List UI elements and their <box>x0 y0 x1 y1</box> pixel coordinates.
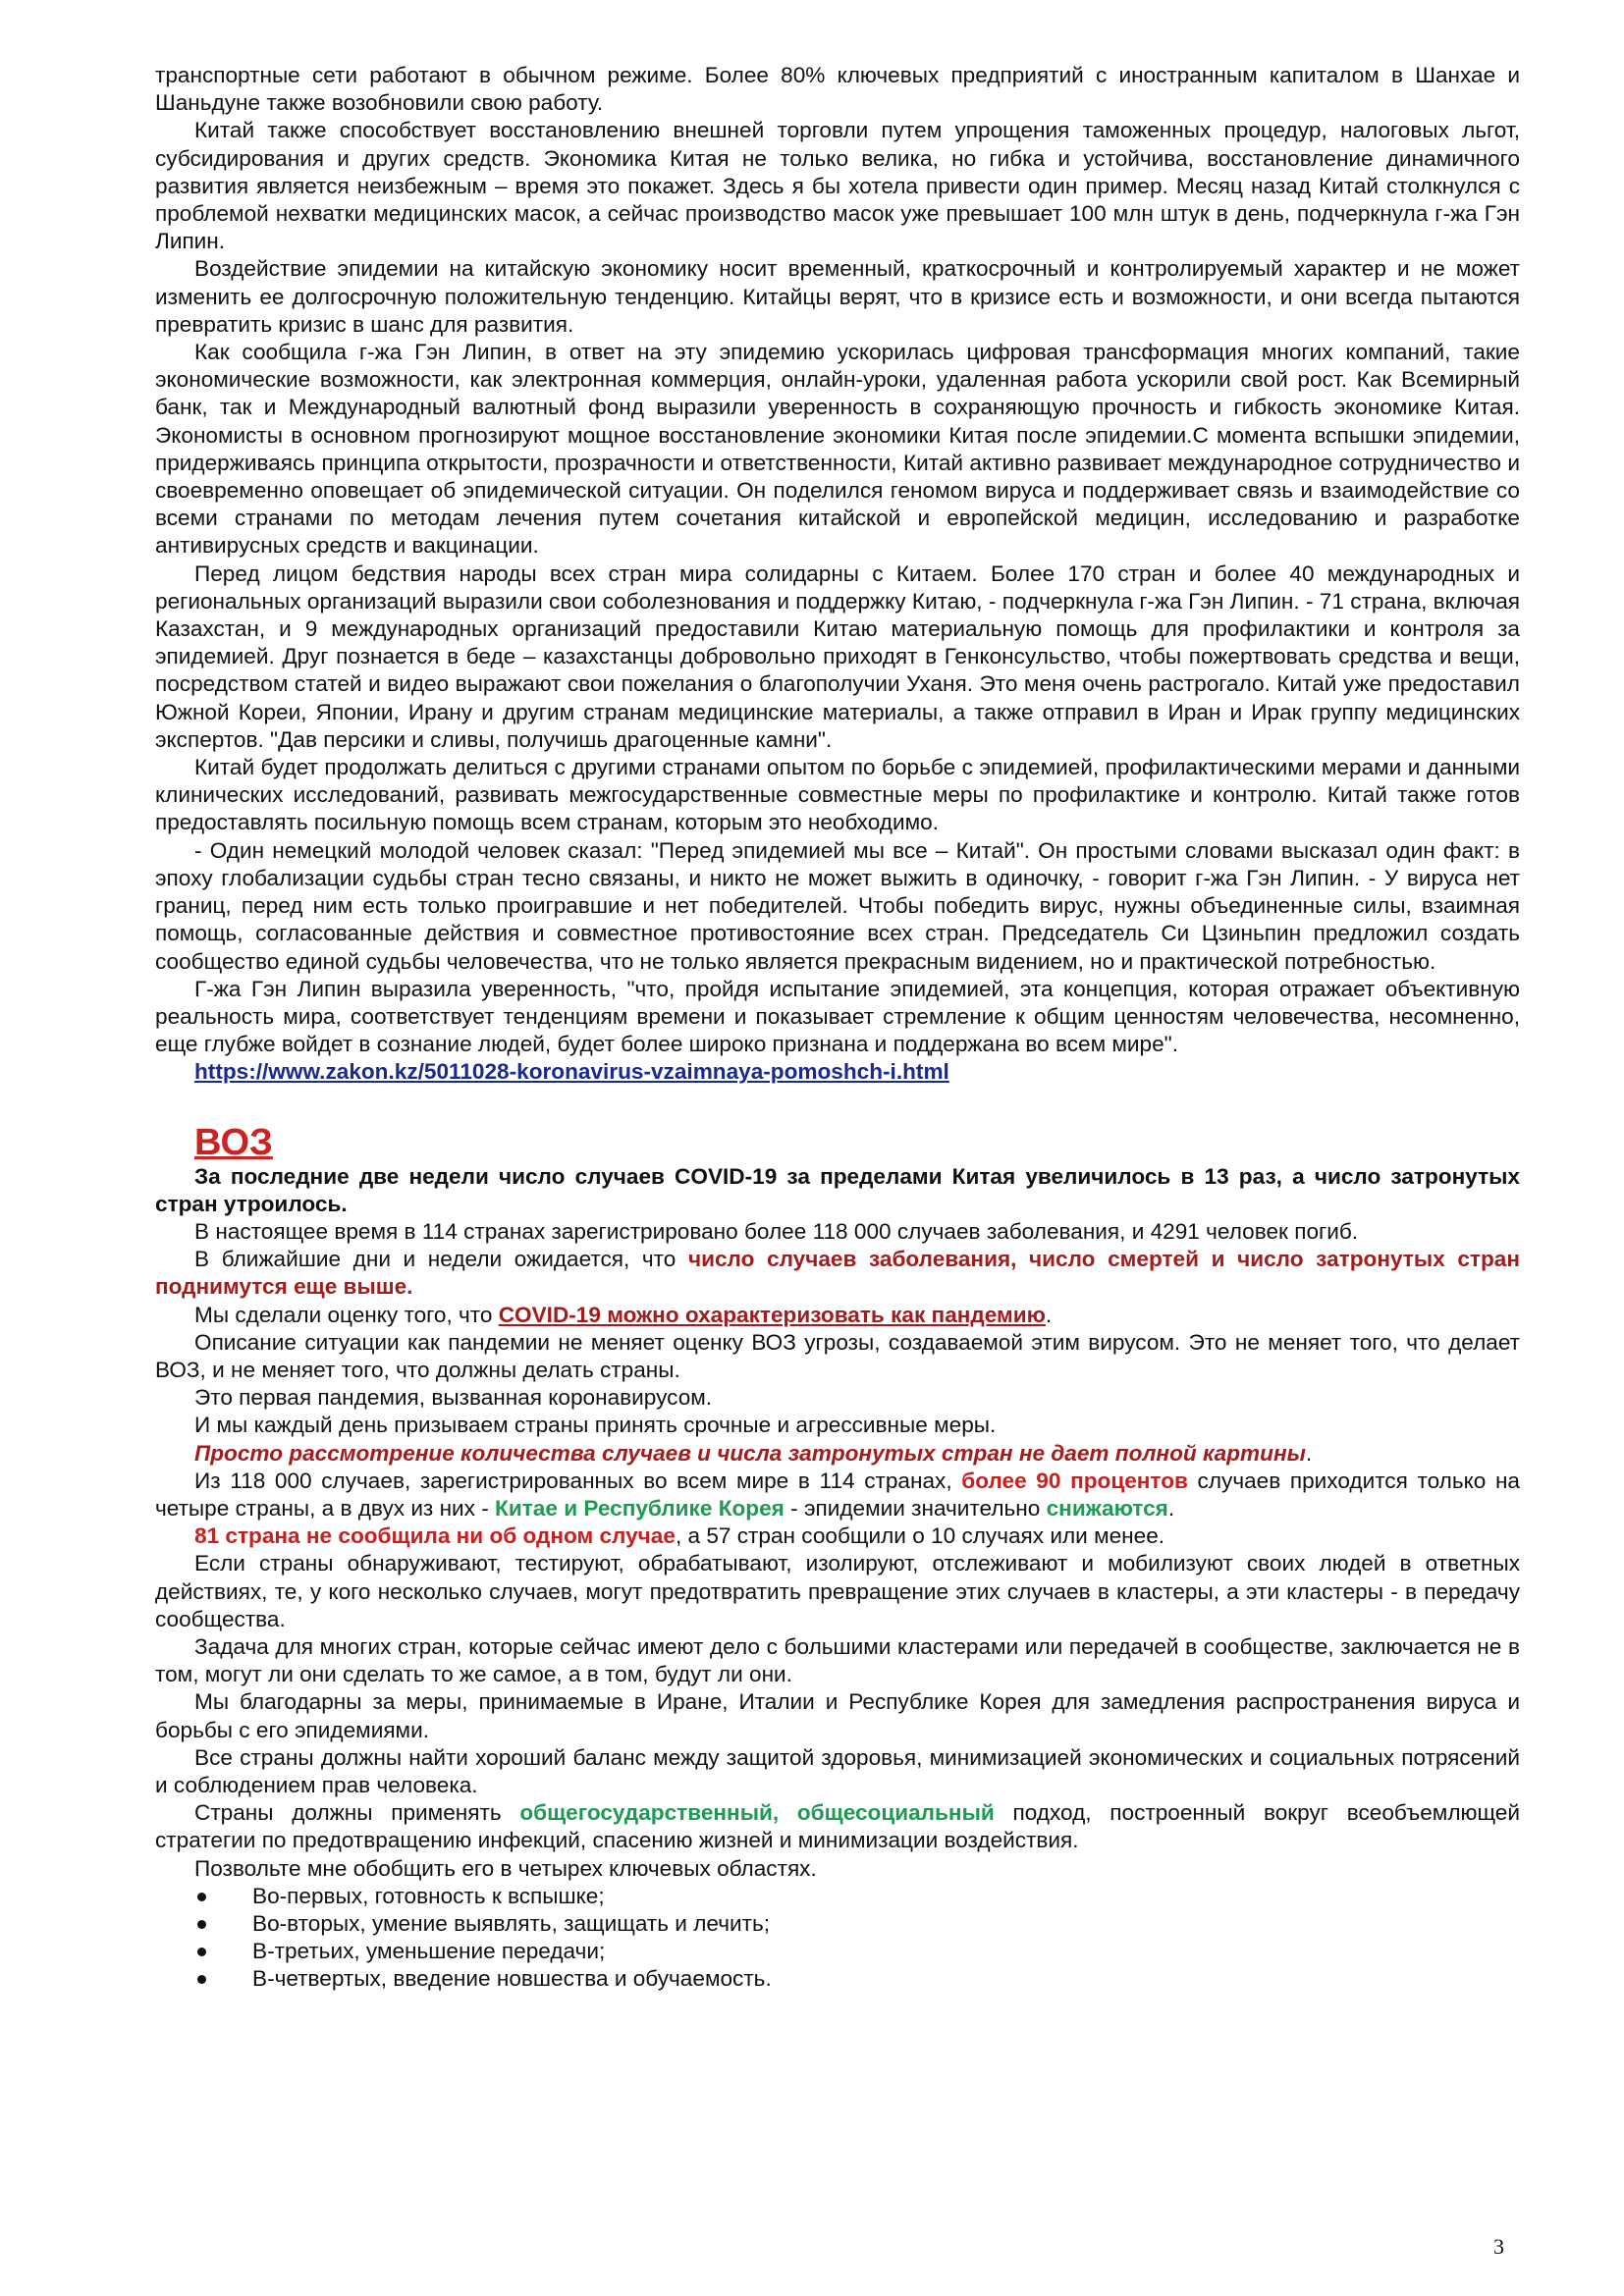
paragraph: Китай будет продолжать делиться с другими странами опытом по борьбе с эпидемией, профилактическими мерами и данными клинических исследований, развивать межгосударственные совместные меры по профилактике и контролю. Китай также готов предоставлять посильную помощь всем странам, которым это необходимо. <box>155 755 1520 835</box>
highlight-pandemic: COVID-19 можно охарактеризовать как пандемию <box>498 1302 1046 1327</box>
bullet-icon <box>197 1975 206 1984</box>
paragraph: Мы благодарны за меры, принимаемые в Иране, Италии и Республике Корея для замедления распространения вируса и борьбы с его эпидемиями. <box>155 1689 1520 1742</box>
text: В ближайшие дни и недели ожидается, что <box>194 1247 688 1272</box>
bullet-icon <box>197 1893 206 1901</box>
list-item <box>155 1883 1520 1910</box>
paragraph: Описание ситуации как пандемии не меняет оценку ВОЗ угрозы, создаваемой этим вирусом. Это не меняет того, что делает ВОЗ, и не меняет того, что должны делать страны. <box>155 1329 1520 1382</box>
paragraph: Задача для многих стран, которые сейчас имеют дело с большими кластерами или передачей в сообществе, заключается не в том, могут ли они сделать то же самое, а в том, будут ли они. <box>155 1633 1520 1687</box>
paragraph: - Один немецкий молодой человек сказал: "Перед эпидемией мы все – Китай". Он простыми словами высказал один факт: в эпоху глобализации судьбы стран тесно связаны, и никто не может выжить в одиночку, - говорит г-жа Гэн Липин. - У вируса нет границ, перед ним есть только проигравшие и нет победителей. Чтобы победить вирус, нужны объединенные силы, взаимная помощь, согласованные действия и совместное противостояние всех стран. Председатель Си Цзиньпин предложил создать сообщество единой судьбы человечества, что не только является прекрасным видением, но и практической потребностью. <box>155 837 1520 974</box>
bullet-icon <box>197 1948 206 1956</box>
highlight-red: более 90 процентов <box>961 1468 1188 1493</box>
paragraph: И мы каждый день призываем страны принять срочные и агрессивные меры. <box>194 1413 997 1438</box>
paragraph: Это первая пандемия, вызванная коронавирусом. <box>194 1385 713 1411</box>
document-page <box>155 62 1520 1994</box>
list-item <box>155 1965 1520 1993</box>
text: . <box>1305 1440 1313 1466</box>
text: - эпидемии значительно <box>784 1495 1047 1521</box>
text: случаев приходится только на четыре страны, а в двух из них - <box>155 1468 1520 1521</box>
paragraph: Как сообщила г-жа Гэн Липин, в ответ на эту эпидемию ускорилась цифровая трансформация многих компаний, такие экономические возможности, как электронная коммерция, онлайн-уроки, удаленная работа ускорили свой рост. Как Всемирный банк, так и Международный валютный фонд выразили уверенность в сохраняющую прочность и гибкость экономике Китая. Экономисты в основном прогнозируют мощное восстановление экономики Китая после эпидемии.С момента вспышки эпидемии, придерживаясь принципа открытости, прозрачности и ответственности, Китай активно развивает международное сотрудничество и своевременно оповещает об эпидемической ситуации. Он поделился геномом вируса и поддерживает связь и взаимодействие со всеми странами по методам лечения путем сочетания китайской и европейской медицин, исследованию и разработке антивирусных средств и вакцинации. <box>155 340 1520 559</box>
paragraph <box>155 1440 1520 1468</box>
paragraph: Все страны должны найти хороший баланс между защитой здоровья, минимизацией экономических и социальных потрясений и соблюдением прав человека. <box>155 1744 1520 1797</box>
paragraph <box>155 1246 1520 1301</box>
text: Страны должны применять <box>194 1800 520 1826</box>
list-item-text: Во-первых, готовность к вспышке; <box>252 1883 605 1908</box>
paragraph <box>155 1799 1520 1854</box>
list-item-text: В-четвертых, введение новшества и обучаемость. <box>252 1966 772 1992</box>
text: Мы сделали оценку того, что <box>194 1302 499 1327</box>
list-item-text: В-третьих, уменьшение передачи; <box>252 1939 606 1964</box>
paragraph: В настоящее время в 114 странах зарегистрировано более 118 000 случаев заболевания, и 4291 человек погиб. <box>194 1218 1359 1244</box>
section-heading-who: ВОЗ <box>194 1121 273 1163</box>
list-item <box>155 1938 1520 1965</box>
highlight-green: снижаются <box>1046 1495 1168 1521</box>
highlight-green: Китае и Республике Корея <box>495 1495 785 1521</box>
paragraph: Воздействие эпидемии на китайскую экономику носит временный, краткосрочный и контролируемый характер и не может изменить ее долгосрочную положительную тенденцию. Китайцы верят, что в кризисе есть и возможности, и они всегда пытаются превратить кризис в шанс для развития. <box>155 256 1520 337</box>
list-item-text: Во-вторых, умение выявлять, защищать и лечить; <box>252 1911 770 1936</box>
text: Из 118 000 случаев, зарегистрированных во всем мире в 114 странах, <box>194 1468 962 1493</box>
paragraph: Китай также способствует восстановлению внешней торговли путем упрощения таможенных процедур, налоговых льгот, субсидирования и других средств. Экономика Китая не только велика, но гибка и устойчива, восстановление динамичного развития является неизбежным – время это покажет. Здесь я бы хотела привести один пример. Месяц назад Китай столкнулся с проблемой нехватки медицинских масок, а сейчас производство масок уже превышает 100 млн штук в день, подчеркнула г-жа Гэн Липин. <box>155 118 1520 254</box>
source-link[interactable]: https://www.zakon.kz/5011028-koronavirus-vzaimnaya-pomoshch-i.html <box>194 1059 949 1085</box>
text: , а 57 стран сообщили о 10 случаях или менее. <box>675 1523 1165 1549</box>
highlight-red: 81 страна не сообщила ни об одном случае <box>194 1523 676 1549</box>
highlight-green: общегосударственный, общесоциальный <box>519 1800 995 1826</box>
paragraph: Перед лицом бедствия народы всех стран мира солидарны с Китаем. Более 170 стран и более 40 международных и региональных организаций выразили свои соболезнования и поддержку Китаю, - подчеркнула г-жа Гэн Липин. - 71 страна, включая Казахстан, и 9 международных организаций предоставили Китаю материальную помощь для профилактики и контроля за эпидемией. Друг познается в беде – казахстанцы добровольно приходят в Генконсульство, чтобы пожертвовать средства и вещи, посредством статей и видео выражают свои пожелания о благополучии Уханя. Это меня очень растрогало. Китай уже предоставил Южной Кореи, Японии, Ирану и другим странам медицинские материалы, а также отправил в Иран и Ирак группу медицинских экспертов. "Дав персики и сливы, получишь драгоценные камни". <box>155 561 1520 752</box>
list-item <box>155 1910 1520 1938</box>
paragraph: Позвольте мне обобщить его в четырех ключевых областях. <box>194 1855 817 1881</box>
paragraph <box>155 1522 1520 1550</box>
highlight-red: число случаев заболевания, число смертей и число затронутых стран поднимутся еще выше. <box>155 1247 1520 1300</box>
who-lead-paragraph: За последние две недели число случаев COVID-19 за пределами Китая увеличилось в 13 раз, а число затронутых стран утроилось. <box>155 1163 1520 1216</box>
highlight-italic: Просто рассмотрение количества случаев и числа затронутых стран не дает полной картины <box>194 1440 1306 1466</box>
paragraph: транспортные сети работают в обычном режиме. Более 80% ключевых предприятий с иностранным капиталом в Шанхае и Шаньдуне также возобновили свою работу. <box>155 63 1520 116</box>
page-number: 3 <box>1493 2234 1504 2259</box>
text: . <box>1045 1302 1053 1327</box>
paragraph: Если страны обнаруживают, тестируют, обрабатывают, изолируют, отслеживают и мобилизуют своих людей в ответных действиях, те, у кого несколько случаев, могут предотвратить превращение этих случаев в кластеры, а эти кластеры - в передачу сообщества. <box>155 1551 1520 1631</box>
bullet-icon <box>197 1920 206 1929</box>
paragraph <box>155 1468 1520 1522</box>
key-areas-list <box>155 1883 1520 1994</box>
text: . <box>1167 1495 1175 1521</box>
text: подход, построенный вокруг всеобъемлющей стратегии по предотвращению инфекций, спасению жизней и минимизации воздействия. <box>155 1800 1520 1853</box>
paragraph: Г-жа Гэн Липин выразила уверенность, "что, пройдя испытание эпидемией, эта концепция, которая отражает объективную реальность мира, соответствует тенденциям времени и показывает стремление к общим ценностям человечества, несомненно, еще глубже войдет в сознание людей, будет более широко признана и поддержана во всем мире". <box>155 976 1520 1057</box>
paragraph <box>155 1302 1520 1329</box>
